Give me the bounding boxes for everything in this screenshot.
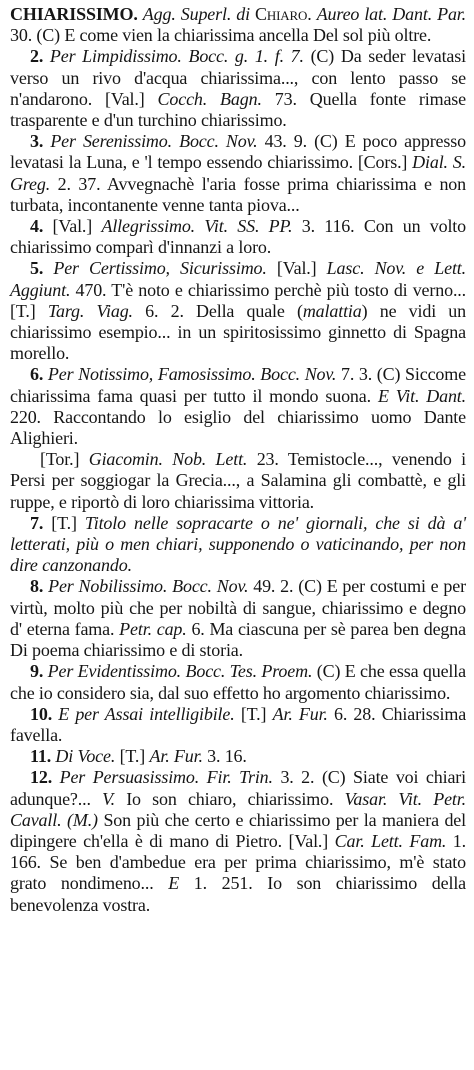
source-citation: Bocc. Nov.: [260, 364, 337, 385]
marker: (C): [36, 25, 60, 46]
sense-definition: Per Limpidissimo.: [49, 46, 182, 67]
source-citation: Bocc. Tes. Proem.: [185, 661, 313, 682]
sense-number: 11.: [30, 746, 52, 767]
quotation: Se ben d'ambedue era per prima chiarissimo, m'è stato grato nondimeno...: [10, 852, 466, 894]
editor-tag: [Val.]: [52, 216, 93, 237]
quotation: E poco appresso levatasi la Luna, e 'l tempo essendo chiarissimo.: [10, 131, 466, 173]
sense-number: 12.: [30, 767, 53, 788]
reference-number: 470.: [75, 279, 107, 300]
quotation: Io son chiaro, chiarissimo.: [126, 788, 334, 809]
source-citation: Vasar. Vit. Petr. Cavall.: [10, 788, 466, 830]
sense-number: 2.: [30, 46, 44, 67]
quotation: E che essa quella che io considero sia, dal suo effetto ho argomento chiarissimo.: [10, 661, 466, 703]
part-of-speech: Agg. Superl.: [142, 4, 232, 24]
quotation: Siate voi chiari adunque?...: [10, 767, 466, 809]
editor-tag: [T.]: [119, 746, 146, 767]
editor-tag: [T.]: [240, 703, 267, 724]
quotation: T'è noto e chiarissimo perchè più tosto di verno...: [111, 279, 466, 300]
reference-number: 6. 28.: [334, 703, 376, 724]
sense-definition: Titolo nelle sopracarte o ne' giornali, che si dà a' letterati, più o men chiari, supponendo o vaticinando, per non dire canzonando.: [10, 512, 466, 576]
sense-definition: Per Evidentissimo.: [47, 661, 182, 682]
reference-number: 3. 2.: [280, 767, 315, 788]
source-citation: Dial. S. Greg.: [10, 152, 466, 194]
editor-tag: [Val.]: [105, 88, 145, 109]
sense-4: [10, 216, 466, 258]
reference-number: 49. 2.: [253, 576, 294, 597]
source-citation: Giacomin. Nob. Lett.: [88, 449, 248, 470]
sense-definition: Per Notissimo, Famosissimo.: [47, 364, 256, 385]
sense-8: [10, 576, 466, 661]
marker: (C): [314, 131, 338, 152]
quotation: Chiarissima favella.: [10, 703, 467, 745]
sense-10: [10, 704, 466, 746]
quotation-part: Della quale (: [196, 300, 303, 321]
base-word: Chiaro.: [255, 4, 312, 24]
quotation: E come vien la chiarissima ancella Del sol più oltre.: [64, 25, 432, 46]
sense-number: 8.: [30, 576, 44, 597]
reference-number: 1. 166.: [10, 830, 466, 873]
sense-definition: Per Nobilissimo.: [48, 576, 168, 597]
source-citation: Cocch. Bagn.: [157, 88, 262, 109]
editor-tag: [Cors.]: [357, 152, 408, 173]
reference-number: 3. 116.: [301, 216, 355, 237]
reference-number: 2. 37.: [57, 173, 101, 194]
sense-11: [10, 746, 466, 767]
entry-block: [10, 4, 466, 46]
reference-number: 43. 9.: [264, 131, 307, 152]
editor-tag: [Val.]: [288, 830, 329, 851]
quotation: Son più che certo e chiarissimo per la maniera del dipingere ch'ella è di mano di Pietro.: [10, 809, 466, 851]
marker: (C): [376, 364, 401, 385]
editor-tag: [T.]: [10, 300, 36, 321]
quotation-gloss: malattia: [302, 300, 362, 321]
sense-5: [10, 258, 466, 364]
reference-number: 30.: [10, 25, 33, 46]
headword: CHIARISSIMO.: [10, 4, 138, 24]
speaker: V.: [102, 788, 115, 809]
reference-number: 6.: [191, 618, 205, 639]
source-citation: Dant. Par.: [392, 4, 467, 24]
source-citation: Car. Lett. Fam.: [334, 830, 447, 851]
sense-number: 4.: [30, 216, 44, 237]
source-citation: Bocc. Nov.: [179, 131, 258, 152]
sense-number: 10.: [30, 703, 53, 724]
sense-3: [10, 131, 466, 216]
sense-12: [10, 767, 466, 915]
quotation: Avvegnachè l'aria fosse prima chiarissima e non turbata, incontanente venne tanta piova...: [10, 173, 467, 215]
quotation: Ma ciascuna per sè parea ben degna Di poema chiarissimo e di storia.: [10, 618, 466, 661]
quotation: Raccontando lo esiglio del chiarissimo uomo Dante Alighieri.: [10, 406, 466, 449]
quotation: Quella fonte rimase trasparente e d'un turchino chiarissimo.: [10, 88, 466, 131]
reference-number: 73.: [274, 88, 297, 109]
source-citation: Bocc. g. 1. f. 7.: [188, 46, 304, 67]
sense-9: [10, 661, 466, 703]
derivation-of: di: [236, 4, 250, 24]
sense-definition: Per Persuasissimo.: [59, 767, 200, 788]
editor-tag: [Tor.]: [40, 449, 80, 470]
sense-definition: Per Serenissimo.: [50, 131, 172, 152]
source-citation: Fir. Trin.: [206, 767, 273, 788]
sense-number: 5.: [30, 258, 44, 279]
sense-number: 9.: [30, 661, 44, 682]
sense-6-addendum: [10, 449, 466, 513]
source-citation: E: [168, 873, 180, 894]
source-citation: Petr. cap.: [119, 618, 187, 639]
source-citation: Ar. Fur.: [272, 703, 328, 724]
editor-tag: [T.]: [51, 512, 77, 533]
marker: (M.): [67, 809, 98, 830]
reference-number: 23.: [256, 449, 279, 470]
source-citation: Bocc. Nov.: [172, 576, 249, 597]
reference-number: 3. 16.: [207, 746, 247, 767]
quotation: Da seder levatasi verso un rivo d'acqua chiarissima..., con lento passo se n'andarono.: [10, 46, 466, 109]
sense-6: [10, 364, 466, 449]
sense-number: 6.: [30, 364, 44, 385]
quotation: Io son chiarissimo della benevolenza vostra.: [10, 873, 467, 915]
quotation: Temistocle..., venendo i Persi per soggiogar la Grecia..., a Salamina gli combattè, e gli ruppe, e riportò di loro chiarissima vittoria.: [10, 449, 466, 512]
source-citation: Vit. SS. PP.: [204, 216, 293, 237]
source-citation: Targ. Viag.: [47, 300, 133, 321]
marker: (C): [316, 661, 341, 682]
marker: (C): [321, 767, 346, 788]
marker: (C): [298, 576, 322, 597]
sense-definition: E per Assai intelligibile.: [58, 703, 235, 724]
reference-number: 7. 3.: [340, 364, 373, 385]
sense-2: [10, 46, 466, 131]
editor-tag: [Val.]: [276, 258, 317, 279]
sense-7: [10, 513, 466, 577]
marker: (C): [310, 46, 335, 67]
sense-definition: Di Voce.: [55, 746, 116, 767]
sense-definition: Allegrissimo.: [101, 216, 196, 237]
quotation: E per costumi e per virtù, molto più che per nobiltà di sangue, chiarissimo e degno d' eterna fama.: [10, 576, 466, 639]
latin-equivalent: Aureo lat.: [316, 4, 388, 24]
sense-number: 3.: [30, 131, 44, 152]
source-citation: Lasc. Nov. e Lett. Aggiunt.: [10, 258, 467, 300]
reference-number: 220.: [10, 406, 41, 427]
sense-definition: Per Certissimo, Sicurissimo.: [53, 258, 267, 279]
source-citation: Ar. Fur.: [149, 746, 203, 767]
quotation-part: ) ne vidi un chiarissimo esempio... in un spiritosissimo ginnetto di Spagna morello.: [10, 300, 466, 364]
quotation: Con un volto chiarissimo comparì d'innanzi a loro.: [10, 216, 467, 258]
reference-number: 1. 251.: [193, 873, 253, 894]
sense-number: 7.: [30, 512, 44, 533]
source-citation: E Vit. Dant.: [377, 385, 467, 406]
quotation: Siccome chiarissima fama quasi per tutto il mondo suona.: [10, 364, 466, 406]
reference-number: 6. 2.: [145, 300, 184, 321]
